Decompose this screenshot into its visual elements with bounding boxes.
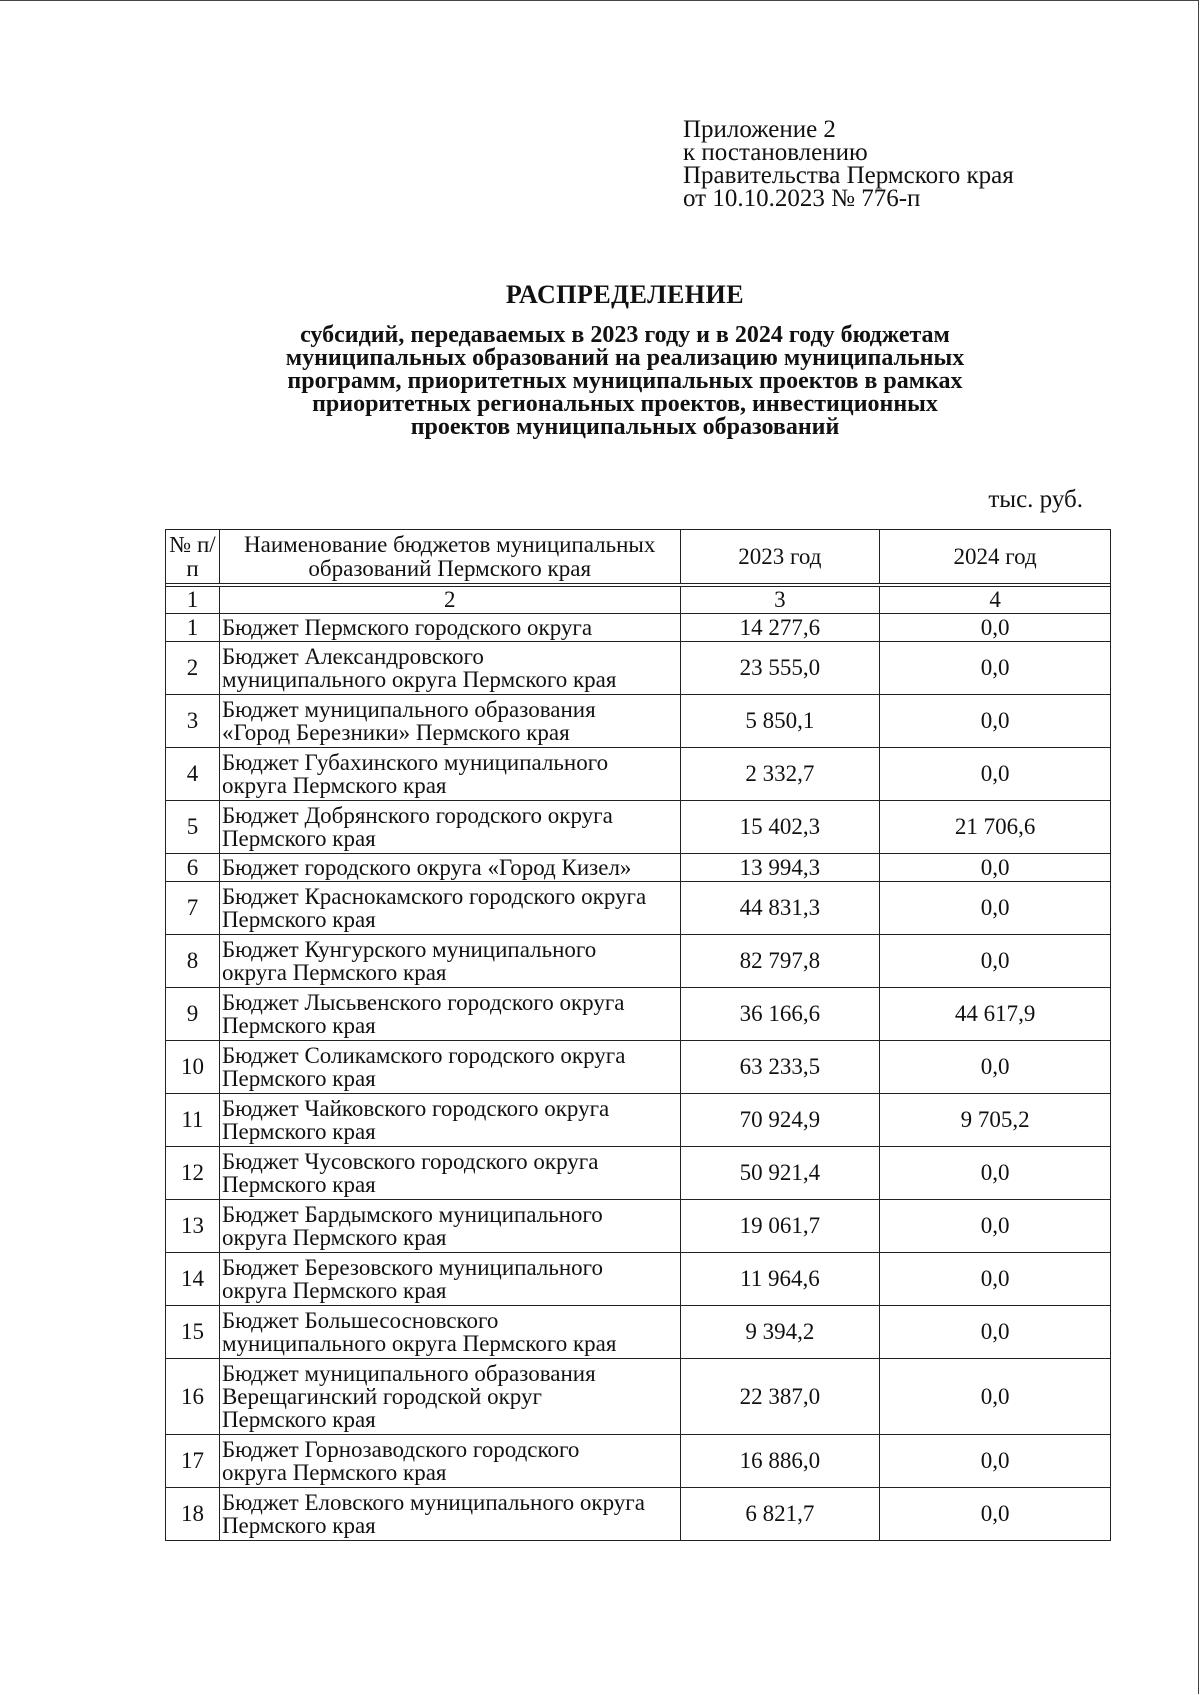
budget-name-line: «Город Березники» Пермского края [221, 720, 570, 745]
budget-name-line: Бюджет Чайковского городского округа [221, 1096, 610, 1121]
budget-name-line: округа Пермского края [221, 773, 447, 798]
table-row [166, 1147, 1111, 1200]
document-title [160, 280, 1090, 439]
row-number: 8 [166, 935, 220, 988]
row-number: 12 [166, 1147, 220, 1200]
row-number: 7 [166, 882, 220, 935]
value-2023: 5 850,1 [680, 695, 880, 748]
row-number: 17 [166, 1435, 220, 1488]
row-number: 16 [166, 1359, 220, 1435]
value-2024: 0,0 [880, 935, 1111, 988]
value-2023: 19 061,7 [680, 1200, 880, 1253]
header-name [219, 530, 680, 584]
budget-name-line: Пермского края [221, 1513, 376, 1538]
value-2024: 0,0 [880, 748, 1111, 801]
budget-name-line: Бюджет Горнозаводского городского [221, 1437, 580, 1462]
header-2023: 2023 год [680, 530, 880, 584]
row-number: 18 [166, 1488, 220, 1541]
title-main: РАСПРЕДЕЛЕНИЕ [505, 280, 745, 309]
value-2023: 44 831,3 [680, 882, 880, 935]
table-row [166, 801, 1111, 854]
budget-name [219, 1306, 680, 1359]
budget-name [219, 1435, 680, 1488]
table-row [166, 642, 1111, 695]
table-row [166, 1359, 1111, 1435]
value-2023: 11 964,6 [680, 1253, 880, 1306]
value-2024: 0,0 [880, 882, 1111, 935]
value-2023: 9 394,2 [680, 1306, 880, 1359]
budget-name-line: Бюджет Березовского муниципального [221, 1255, 604, 1280]
row-number: 4 [166, 748, 220, 801]
colnum-2: 2 [219, 587, 680, 614]
budget-name-line: округа Пермского края [221, 1225, 447, 1250]
table-row [166, 1041, 1111, 1094]
value-2023: 16 886,0 [680, 1435, 880, 1488]
value-2024: 0,0 [880, 1200, 1111, 1253]
units-label: тыс. руб. [988, 486, 1083, 513]
table-row [166, 854, 1111, 882]
budget-name-line: Бюджет Чусовского городского округа [221, 1149, 599, 1174]
budget-name-line: округа Пермского края [221, 1278, 447, 1303]
budget-name-line: Пермского края [221, 1407, 376, 1432]
budget-name [219, 1041, 680, 1094]
budget-name-line: Бюджет Губахинского муниципального [221, 750, 609, 775]
budget-name-line: Бюджет Кунгурского муниципального [221, 937, 597, 962]
appendix-block [683, 118, 1014, 210]
value-2024: 0,0 [880, 642, 1111, 695]
subtitle-line-2: муниципальных образований на реализацию муниципальных [285, 345, 965, 371]
row-number: 5 [166, 801, 220, 854]
table-row [166, 614, 1111, 642]
budget-name [219, 1094, 680, 1147]
budget-name-line: муниципального округа Пермского края [221, 667, 617, 692]
value-2023: 14 277,6 [680, 614, 880, 642]
budget-name-line: Бюджет Краснокамского городского округа [221, 884, 647, 909]
value-2024: 0,0 [880, 1147, 1111, 1200]
value-2024: 0,0 [880, 1041, 1111, 1094]
budget-name-line: Пермского края [221, 907, 376, 932]
table-row [166, 935, 1111, 988]
budget-name [219, 854, 680, 882]
value-2024: 0,0 [880, 1435, 1111, 1488]
table-row [166, 748, 1111, 801]
value-2023: 50 921,4 [680, 1147, 880, 1200]
row-number: 2 [166, 642, 220, 695]
budget-name-line: Бюджет Пермского городского округа [221, 615, 593, 640]
subtitle-line-4: приоритетных региональных проектов, инвестиционных [312, 391, 938, 417]
budget-name [219, 1253, 680, 1306]
table-row [166, 1306, 1111, 1359]
header-num: № п/п [166, 530, 220, 584]
budget-name-line: Бюджет Александровского [221, 644, 484, 669]
row-number: 13 [166, 1200, 220, 1253]
colnum-3: 3 [680, 587, 880, 614]
budget-name [219, 882, 680, 935]
budget-name-line: Бюджет муниципального образования [221, 1361, 596, 1386]
value-2024: 0,0 [880, 695, 1111, 748]
budget-name-line: Пермского края [221, 826, 376, 851]
budget-name [219, 748, 680, 801]
header-name-line-2: образований Пермского края [308, 555, 592, 581]
budget-name-line: Пермского края [221, 1172, 376, 1197]
row-number: 14 [166, 1253, 220, 1306]
value-2023: 15 402,3 [680, 801, 880, 854]
appendix-line-2: к постановлению [683, 139, 868, 166]
distribution-table [165, 529, 1111, 1541]
budget-name-line: Бюджет Большесосновского [221, 1308, 499, 1333]
value-2024: 0,0 [880, 854, 1111, 882]
value-2024: 0,0 [880, 614, 1111, 642]
budget-name-line: Бюджет Лысьвенского городского округа [221, 990, 625, 1015]
value-2023: 2 332,7 [680, 748, 880, 801]
row-number: 11 [166, 1094, 220, 1147]
appendix-line-3: Правительства Пермского края [683, 162, 1014, 189]
value-2024: 0,0 [880, 1359, 1111, 1435]
value-2023: 6 821,7 [680, 1488, 880, 1541]
subtitle-line-3: программ, приоритетных муниципальных проектов в рамках [287, 368, 963, 394]
row-number: 3 [166, 695, 220, 748]
budget-name [219, 801, 680, 854]
row-number: 1 [166, 614, 220, 642]
table-row [166, 1488, 1111, 1541]
value-2023: 82 797,8 [680, 935, 880, 988]
table-row [166, 882, 1111, 935]
budget-name [219, 1488, 680, 1541]
appendix-line-1: Приложение 2 [683, 116, 836, 143]
budget-name-line: Бюджет Соликамского городского округа [221, 1043, 626, 1068]
budget-name [219, 695, 680, 748]
budget-name [219, 935, 680, 988]
budget-name [219, 1147, 680, 1200]
budget-name-line: Пермского края [221, 1013, 376, 1038]
row-number: 10 [166, 1041, 220, 1094]
value-2023: 36 166,6 [680, 988, 880, 1041]
budget-name-line: Бюджет Бардымского муниципального [221, 1202, 603, 1227]
title-subtitle [160, 324, 1090, 439]
table-row [166, 1253, 1111, 1306]
value-2024: 0,0 [880, 1253, 1111, 1306]
budget-name-line: Пермского края [221, 1119, 376, 1144]
value-2023: 70 924,9 [680, 1094, 880, 1147]
value-2024: 21 706,6 [880, 801, 1111, 854]
budget-name-line: Бюджет городского округа «Город Кизел» [221, 855, 632, 880]
value-2024: 0,0 [880, 1306, 1111, 1359]
table-row [166, 1435, 1111, 1488]
row-number: 15 [166, 1306, 220, 1359]
budget-name [219, 988, 680, 1041]
value-2023: 22 387,0 [680, 1359, 880, 1435]
table-row [166, 1094, 1111, 1147]
value-2024: 0,0 [880, 1488, 1111, 1541]
budget-name-line: Бюджет Добрянского городского округа [221, 803, 613, 828]
header-name-line-1: Наименование бюджетов муниципальных [244, 531, 656, 557]
header-2024: 2024 год [880, 530, 1111, 584]
colnum-1: 1 [166, 587, 220, 614]
budget-name-line: округа Пермского края [221, 960, 447, 985]
budget-name-line: округа Пермского края [221, 1460, 447, 1485]
value-2024: 9 705,2 [880, 1094, 1111, 1147]
row-number: 6 [166, 854, 220, 882]
row-number: 9 [166, 988, 220, 1041]
table-row [166, 1200, 1111, 1253]
appendix-line-4: от 10.10.2023 № 776-п [683, 185, 921, 212]
budget-name-line: Бюджет Еловского муниципального округа [221, 1490, 645, 1515]
budget-name-line: муниципального округа Пермского края [221, 1331, 617, 1356]
table-header-row [166, 530, 1111, 584]
value-2024: 44 617,9 [880, 988, 1111, 1041]
budget-name [219, 1200, 680, 1253]
column-number-row [166, 587, 1111, 614]
budget-name [219, 642, 680, 695]
value-2023: 23 555,0 [680, 642, 880, 695]
subtitle-line-1: субсидий, передаваемых в 2023 году и в 2024 году бюджетам [300, 322, 950, 348]
value-2023: 63 233,5 [680, 1041, 880, 1094]
table-row [166, 695, 1111, 748]
budget-name-line: Пермского края [221, 1066, 376, 1091]
budget-name [219, 614, 680, 642]
subtitle-line-5: проектов муниципальных образований [410, 414, 840, 440]
budget-name-line: Бюджет муниципального образования [221, 697, 596, 722]
value-2023: 13 994,3 [680, 854, 880, 882]
budget-name [219, 1359, 680, 1435]
table-row [166, 988, 1111, 1041]
budget-name-line: Верещагинский городской округ [221, 1384, 542, 1409]
colnum-4: 4 [880, 587, 1111, 614]
